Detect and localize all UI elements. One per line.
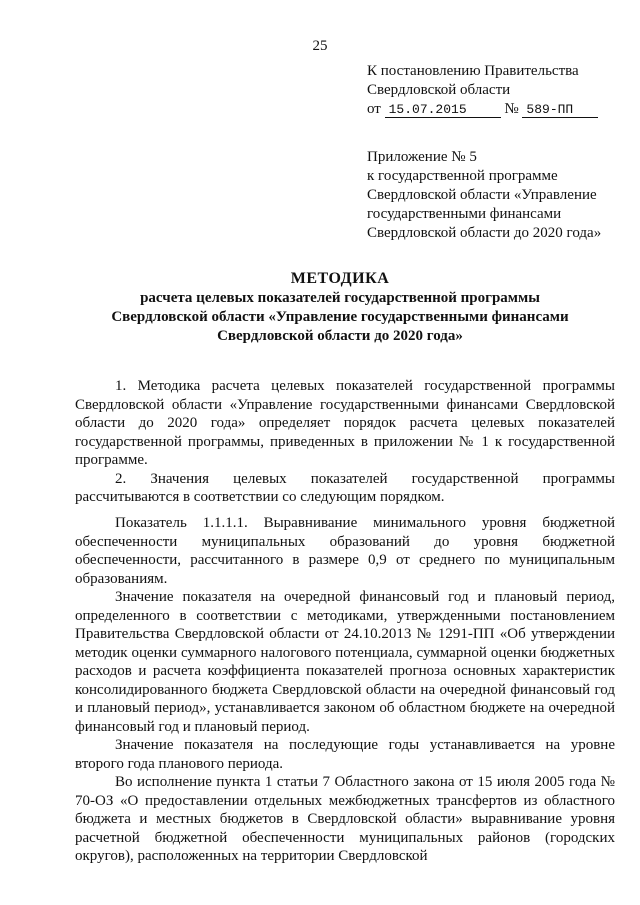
resolution-line-2: Свердловской области (367, 82, 511, 98)
paragraph: 2. Значения целевых показателей государственной программы рассчитываются в соответствии со следующим порядком. (75, 470, 615, 505)
indicator-section (75, 514, 615, 866)
appendix-line: государственными финансами (367, 206, 562, 222)
appendix-line: к государственной программе (367, 168, 558, 184)
resolution-reference (367, 62, 627, 119)
document-title (70, 269, 610, 346)
title-subtitle-line: Свердловской области «Управление государственными финансами (111, 309, 569, 325)
paragraph: 1. Методика расчета целевых показателей государственной программы Свердловской области «Управление государственными финансами Свердловской области до 2020 года» определяет порядок расчета целевых показателей государственной программы, приведенных в приложении № 1 к государственной программе. (75, 378, 615, 468)
resolution-number: 589-ПП (522, 102, 598, 118)
resolution-date: 15.07.2015 (385, 102, 501, 118)
title-main: МЕТОДИКА (290, 270, 390, 287)
date-prefix: от (367, 101, 381, 117)
paragraph: Значение показателя на последующие годы устанавливается на уровне второго года планового периода. (75, 737, 615, 772)
title-subtitle-line: Свердловской области до 2020 года» (217, 328, 463, 344)
appendix-line: Приложение № 5 (367, 149, 477, 165)
appendix-reference (367, 148, 627, 243)
resolution-line-1: К постановлению Правительства (367, 63, 579, 79)
title-subtitle-line: расчета целевых показателей государственной программы (140, 290, 540, 306)
appendix-line: Свердловской области «Управление (367, 187, 597, 203)
page-number: 25 (312, 38, 328, 54)
number-prefix: № (504, 101, 519, 117)
resolution-date-number-line (367, 100, 627, 119)
paragraph: Показатель 1.1.1.1. Выравнивание минимального уровня бюджетной обеспеченности муниципальных образований до уровня бюджетной обеспеченности, рассчитанного в размере 0,9 от среднего по муниципальным образованиям. (75, 515, 615, 587)
appendix-line: Свердловской области до 2020 года» (367, 225, 602, 241)
paragraph: Во исполнение пункта 1 статьи 7 Областного закона от 15 июля 2005 года № 70-ОЗ «О предоставлении отдельных межбюджетных трансфертов из областного бюджета и местных бюджетов в Свердловской области» выравнивание уровня расчетной бюджетной обеспеченности муниципальных районов (городских округов), расположенных на территории Свердловской (75, 774, 615, 864)
intro-section (75, 377, 615, 507)
paragraph: Значение показателя на очередной финансовый год и плановый период, определенного в соответствии с методиками, утвержденными постановлением Правительства Свердловской области от 24.10.2013 № 1291-ПП «Об утверждении методик оценки суммарного налогового потенциала, суммарной оценки бюджетных расходов и расчета коэффициента показателей прогноза основных характеристик консолидированного бюджета Свердловской области на очередной финансовый год и плановый период», устанавливается законом об областном бюджете на очередной финансовый год и плановый период. (75, 589, 615, 735)
